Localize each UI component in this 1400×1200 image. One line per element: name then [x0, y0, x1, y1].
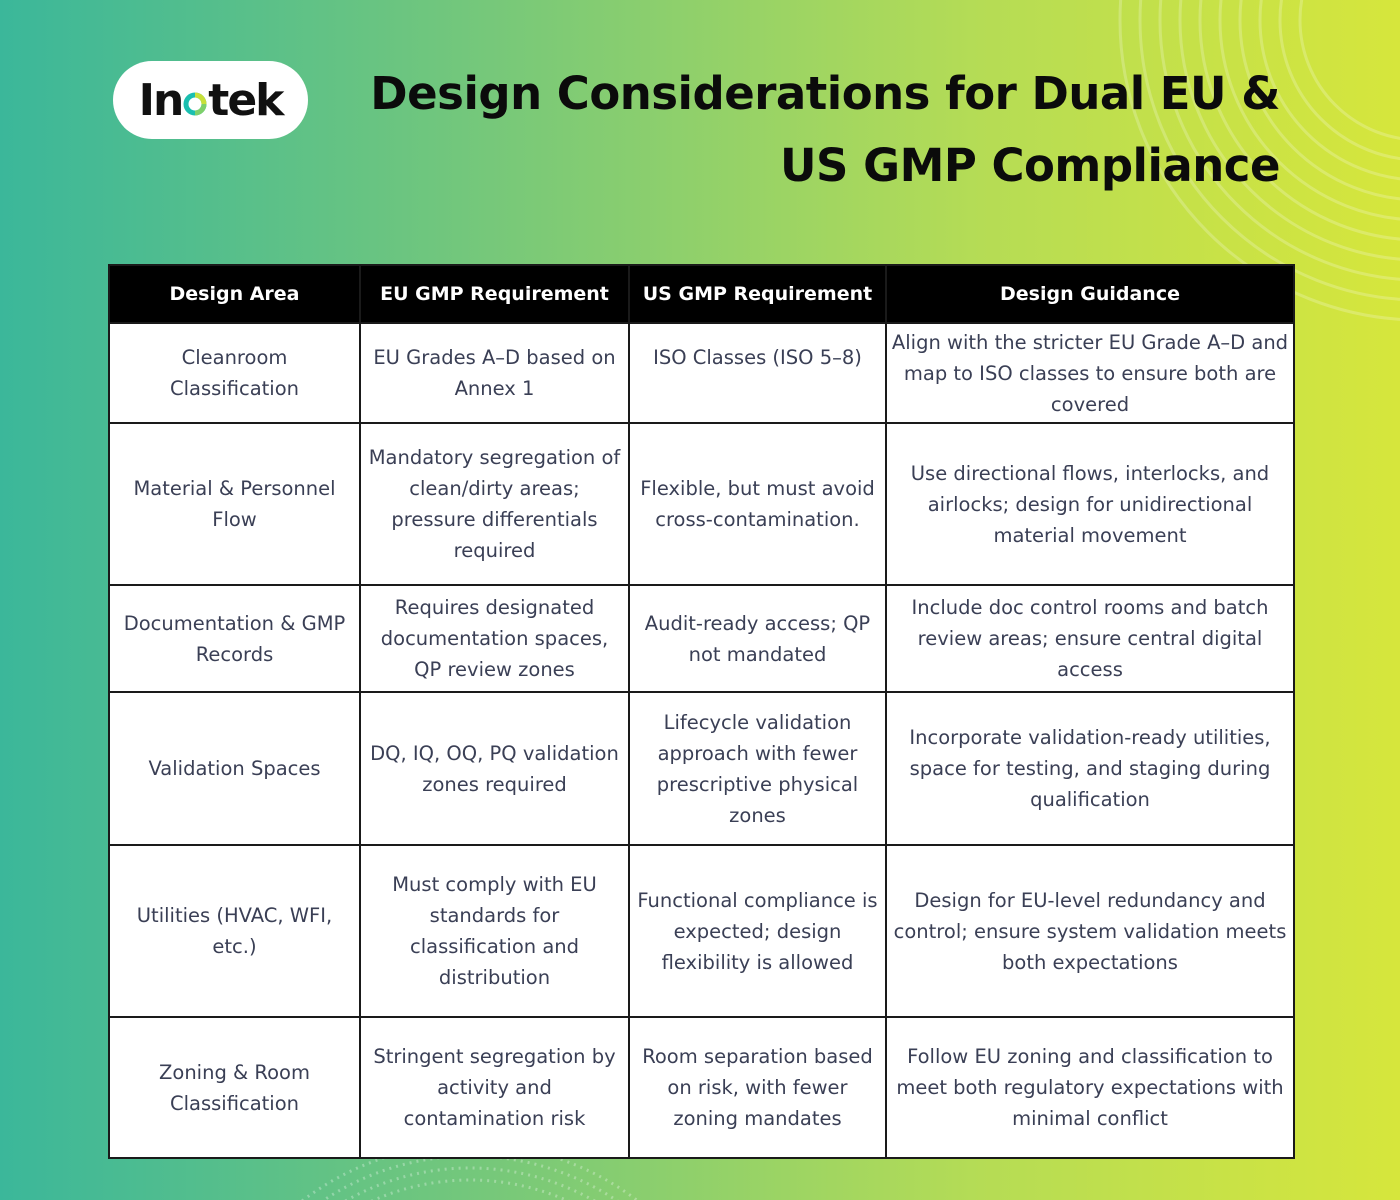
logo: [113, 61, 308, 139]
cell-eu-requirement: DQ, IQ, OQ, PQ validation zones required: [360, 692, 629, 845]
header-us-gmp: US GMP Requirement: [629, 265, 886, 323]
table-row: [109, 323, 1294, 423]
table-row: [109, 845, 1294, 1017]
title-line-1: Design Considerations for Dual EU &: [370, 67, 1280, 120]
cell-us-requirement: Audit-ready access; QP not mandated: [629, 585, 886, 692]
logo-wordmark: [139, 75, 283, 126]
cell-design-guidance: Include doc control rooms and batch review areas; ensure central digital access: [886, 585, 1294, 692]
table-row: [109, 692, 1294, 845]
cell-eu-requirement: EU Grades A–D based on Annex 1: [360, 323, 629, 423]
cell-eu-requirement: Must comply with EU standards for classification and distribution: [360, 845, 629, 1017]
table-row: [109, 1017, 1294, 1158]
cell-design-guidance: Design for EU-level redundancy and control; ensure system validation meets both expectations: [886, 845, 1294, 1017]
table-header-row: [109, 265, 1294, 323]
cell-us-requirement: Room separation based on risk, with fewer zoning mandates: [629, 1017, 886, 1158]
cell-design-area: Material & Personnel Flow: [109, 423, 360, 585]
page-title: [320, 58, 1280, 202]
logo-text-end: tek: [208, 74, 283, 126]
logo-text-start: In: [138, 74, 183, 126]
header-eu-gmp: EU GMP Requirement: [360, 265, 629, 323]
cell-design-area: Utilities (HVAC, WFI, etc.): [109, 845, 360, 1017]
header-design-guidance: Design Guidance: [886, 265, 1294, 323]
cell-us-requirement: Flexible, but must avoid cross-contamination.: [629, 423, 886, 585]
cell-design-guidance: Incorporate validation-ready utilities, space for testing, and staging during qualification: [886, 692, 1294, 845]
title-line-2: US GMP Compliance: [780, 139, 1280, 192]
compliance-table: [108, 264, 1295, 1159]
cell-us-requirement: Lifecycle validation approach with fewer prescriptive physical zones: [629, 692, 886, 845]
cell-design-guidance: Align with the stricter EU Grade A–D and map to ISO classes to ensure both are covered: [886, 323, 1294, 423]
cell-eu-requirement: Stringent segregation by activity and contamination risk: [360, 1017, 629, 1158]
cell-design-area: Validation Spaces: [109, 692, 360, 845]
cell-us-requirement: ISO Classes (ISO 5–8): [629, 323, 886, 423]
cell-design-area: Cleanroom Classification: [109, 323, 360, 423]
cell-design-guidance: Follow EU zoning and classification to meet both regulatory expectations with minimal conflict: [886, 1017, 1294, 1158]
cell-design-area: Documentation & GMP Records: [109, 585, 360, 692]
cell-design-guidance: Use directional flows, interlocks, and airlocks; design for unidirectional material movement: [886, 423, 1294, 585]
cell-eu-requirement: Mandatory segregation of clean/dirty areas; pressure differentials required: [360, 423, 629, 585]
logo-ring-icon: [183, 92, 207, 116]
cell-us-requirement: Functional compliance is expected; design flexibility is allowed: [629, 845, 886, 1017]
cell-eu-requirement: Requires designated documentation spaces, QP review zones: [360, 585, 629, 692]
table-row: [109, 423, 1294, 585]
table-row: [109, 585, 1294, 692]
header-design-area: Design Area: [109, 265, 360, 323]
cell-design-area: Zoning & Room Classification: [109, 1017, 360, 1158]
